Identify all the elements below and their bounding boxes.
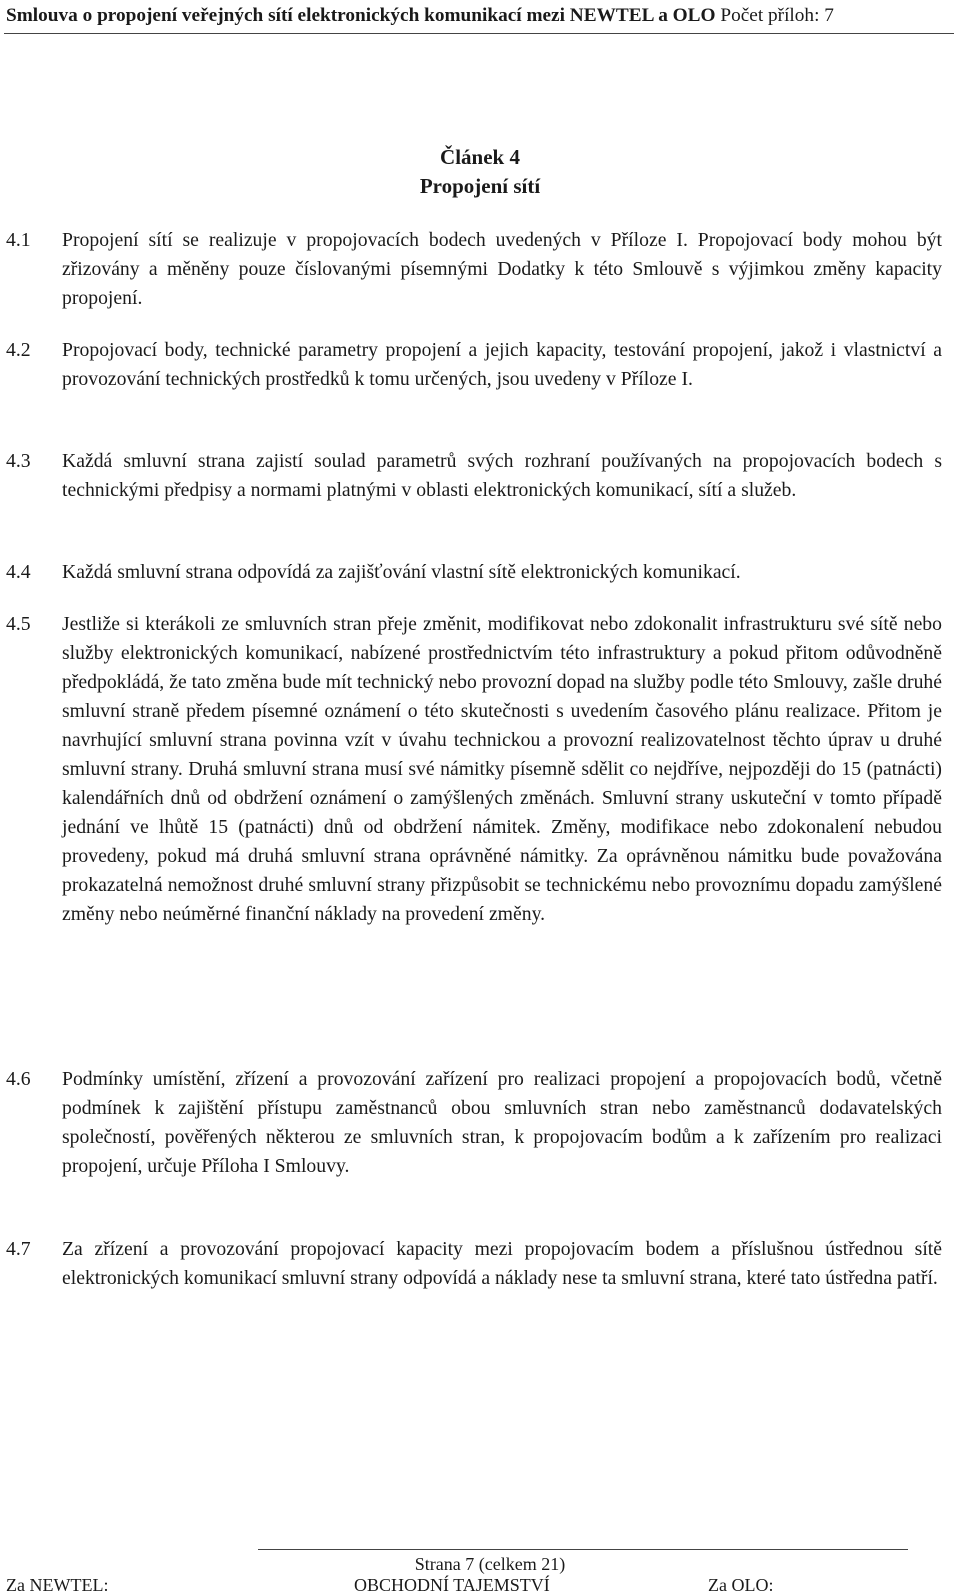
paragraph-number: 4.1 [6,229,31,251]
footer-confidential: OBCHODNÍ TAJEMSTVÍ [354,1575,550,1595]
article-heading: Propojení sítí [419,174,541,198]
article-number: Článek 4 [440,145,520,169]
document-header [6,4,954,28]
paragraph-number: 4.5 [6,613,31,635]
header-title: Smlouva o propojení veřejných sítí elektronických komunikací mezi NEWTEL a OLO [6,5,716,26]
paragraph-text: Každá smluvní strana zajistí soulad parametrů svých rozhraní používaných na propojovacích bodech s technickými předpisy a normami platnými v oblasti elektronických komunikací, sítí a služeb. [62,450,942,501]
page-number: Strana 7 (celkem 21) [414,1554,566,1574]
footer-signature-olo: Za OLO: [708,1575,774,1595]
paragraph-text: Propojovací body, technické parametry propojení a jejich kapacity, testování propojení, jakož i vlastnictví a provozování technických prostředků k tomu určených, jsou uvedeny v Příloze I. [62,339,942,390]
paragraph-text: Každá smluvní strana odpovídá za zajišťování vlastní sítě elektronických komunikací. [62,561,741,583]
paragraph-4-1 [6,226,942,313]
paragraph-text: Za zřízení a provozování propojovací kapacity mezi propojovacím bodem a příslušnou ústřednou sítě elektronických komunikací smluvní strany odpovídá a náklady nese ta smluvní strana, které tato ústředna patří. [62,1238,942,1289]
header-attachments: Počet příloh: 7 [720,5,834,26]
footer-signature-newtel: Za NEWTEL: [6,1575,109,1595]
paragraph-4-7 [6,1235,942,1293]
paragraph-number: 4.6 [6,1068,31,1090]
paragraph-4-5 [6,610,942,929]
paragraph-number: 4.2 [6,339,31,361]
paragraph-text: Jestliže si kterákoli ze smluvních stran přeje změnit, modifikovat nebo zdokonalit infrastrukturu své sítě nebo služby elektronických komunikací, nabízené prostřednictvím této infrastruktury a pokud přitom odůvodněně předpokládá, že tato změna bude mít technický nebo provozní dopad na služby podle této Smlouvy, zašle druhé smluvní straně předem písemné oznámení o této skutečnosti s uvedením časového plánu realizace. Přitom je navrhující smluvní strana povinna vzít v úvahu technickou a provozní realizovatelnost těchto úprav u druhé smluvní strany. Druhá smluvní strana musí své námitky písemně sdělit co nejdříve, nejpozději do 15 (patnácti) kalendářních dnů od obdržení oznámení o zamýšlených změnách. Smluvní strany uskuteční v tomto případě jednání ve lhůtě 15 (patnácti) dnů od obdržení námitek. Změny, modifikace nebo zdokonalení nebudou provedeny, pokud má druhá smluvní strana oprávněné námitky. Za oprávněnou námitku bude považována prokazatelná nemožnost druhé smluvní strany přizpůsobit se technickému nebo provoznímu dopadu zamýšlené změny nebo neúměrné finanční náklady na provedení změny. [62,613,942,925]
paragraph-4-3 [6,447,942,505]
paragraph-4-2 [6,336,942,394]
paragraph-4-4 [6,558,942,587]
paragraph-text: Propojení sítí se realizuje v propojovacích bodech uvedených v Příloze I. Propojovací body mohou být zřizovány a měněny pouze číslovanými písemnými Dodatky k této Smlouvě s výjimkou změny kapacity propojení. [62,229,942,309]
paragraph-number: 4.3 [6,450,31,472]
paragraph-text: Podmínky umístění, zřízení a provozování zařízení pro realizaci propojení a propojovacích bodů, včetně podmínek k zajištění přístupu zaměstnanců obou smluvních stran nebo zaměstnanců dodavatelských společností, pověřených některou ze smluvních stran, k propojovacím bodům a k zařízením pro realizaci propojení, určuje Příloha I Smlouvy. [62,1068,942,1177]
paragraph-number: 4.7 [6,1238,31,1260]
paragraph-4-6 [6,1065,942,1181]
paragraph-number: 4.4 [6,561,31,583]
footer-divider [258,1549,908,1550]
header-divider [4,33,954,34]
